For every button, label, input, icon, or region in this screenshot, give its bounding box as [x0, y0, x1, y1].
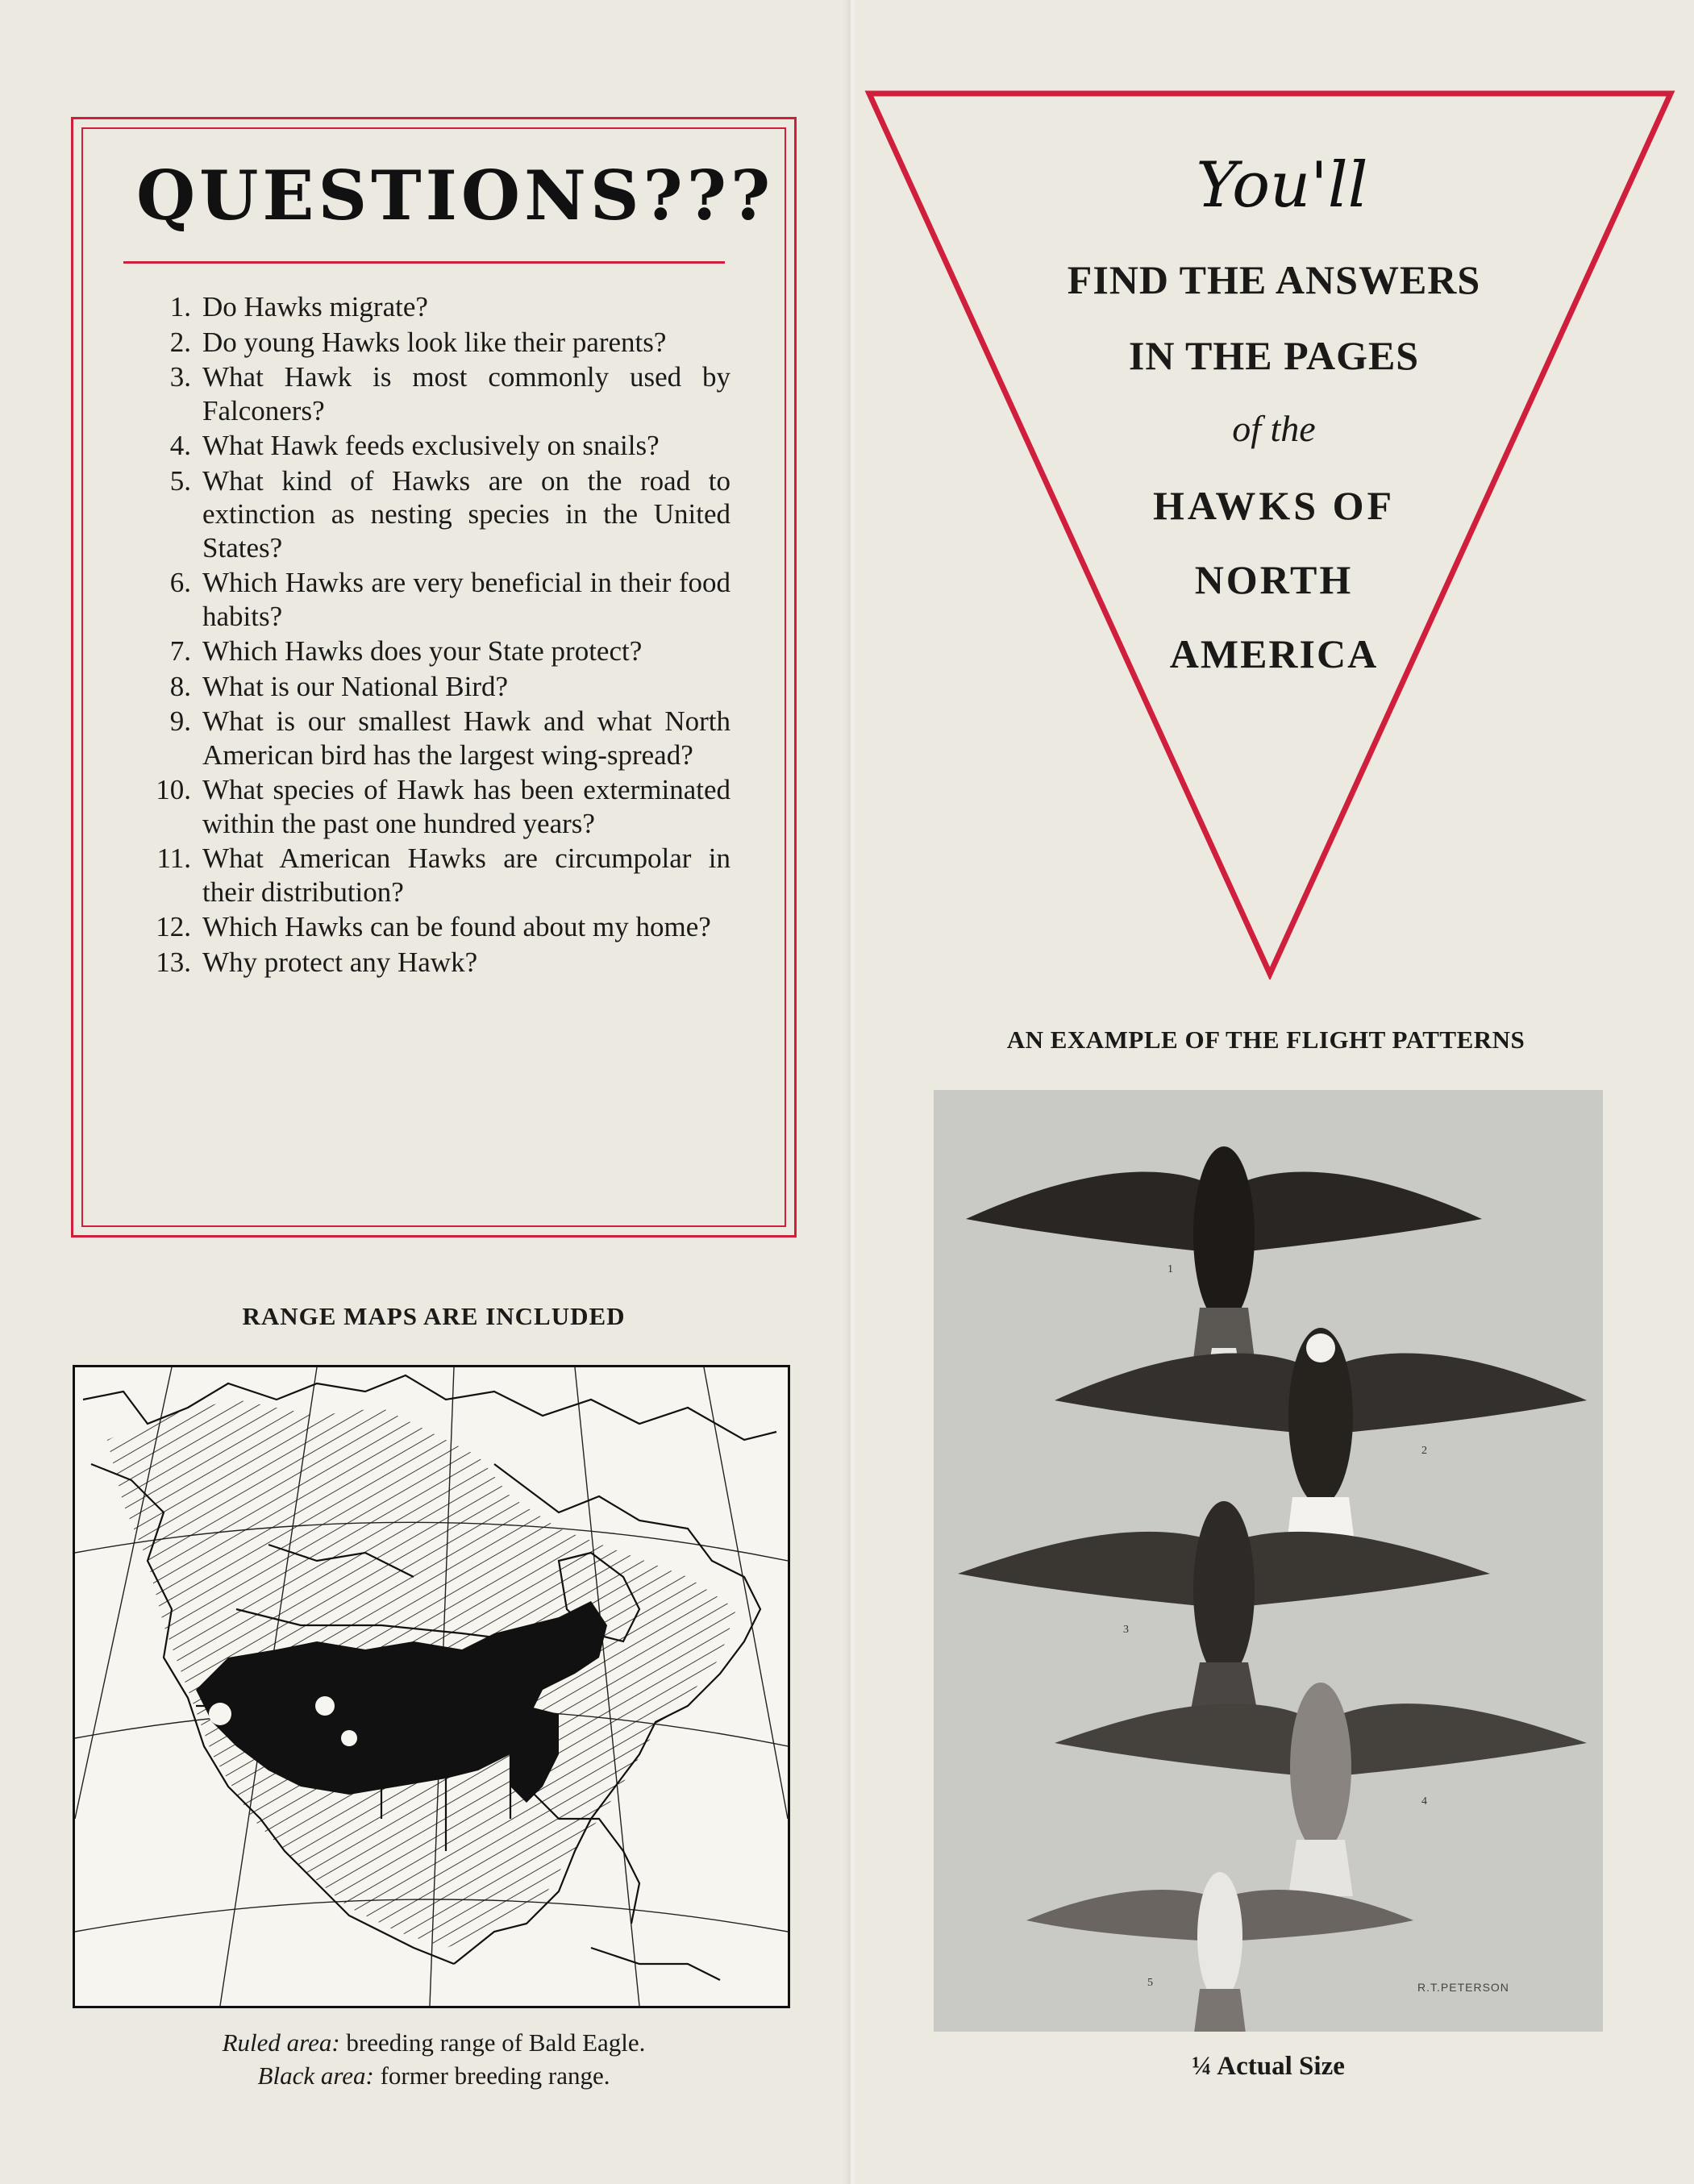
hawk-figure-4 — [1055, 1683, 1587, 1896]
question-item — [130, 842, 730, 909]
question-text: Do Hawks migrate? — [202, 291, 428, 322]
question-text: What Hawk feeds exclusively on snails? — [202, 430, 660, 461]
hawk-figure-1 — [966, 1146, 1482, 1372]
question-number: 13. — [156, 946, 191, 978]
map-caption-label-ruled: Ruled area: — [222, 2028, 340, 2057]
map-caption-text-black: former breeding range. — [373, 2061, 610, 2090]
question-text: What is our smallest Hawk and what North American bird has the largest wing-spread? — [202, 705, 730, 771]
question-number: 8. — [169, 670, 191, 702]
question-text: What is our National Bird? — [202, 670, 509, 702]
figure-number-label: 2 — [1421, 1445, 1427, 1457]
range-map-heading: RANGE MAPS ARE INCLUDED — [242, 1302, 626, 1330]
question-item — [130, 634, 730, 668]
question-item — [130, 705, 730, 772]
artist-signature: R.T.PETERSON — [1417, 1981, 1509, 1994]
question-item — [130, 566, 730, 633]
questions-rule — [123, 261, 725, 264]
map-caption-label-black: Black area: — [257, 2061, 374, 2090]
question-text: Which Hawks does your State protect? — [202, 635, 643, 667]
question-text: Which Hawks are very beneficial in their food habits? — [202, 567, 730, 632]
question-item — [130, 360, 730, 427]
question-item — [130, 326, 730, 360]
flight-patterns-plate — [934, 1090, 1603, 2032]
question-number: 11. — [156, 842, 191, 874]
question-item — [130, 773, 730, 840]
question-number: 3. — [169, 361, 191, 393]
question-number: 12. — [156, 911, 191, 942]
hawk-figure-3 — [958, 1501, 1490, 1727]
question-item — [130, 946, 730, 980]
plate-caption: ¼ Actual Size — [1192, 2052, 1345, 2081]
question-number: 7. — [169, 635, 191, 667]
map-caption-line-2 — [71, 2059, 797, 2092]
question-item — [130, 910, 730, 944]
red-triangle — [863, 89, 1677, 980]
question-text: What American Hawks are circumpolar in their distribution? — [202, 842, 730, 908]
question-number: 10. — [156, 774, 191, 805]
question-text: What kind of Hawks are on the road to extinction as nesting species in the United States? — [202, 464, 730, 564]
question-item — [130, 429, 730, 463]
hawk-figure-2 — [1055, 1328, 1587, 1562]
figure-number-label: 3 — [1123, 1624, 1129, 1636]
promo-line-of-the: of the — [1232, 408, 1316, 449]
question-text: What species of Hawk has been exterminated within the past one hundred years? — [202, 774, 730, 839]
promo-line-find-answers: FIND THE ANSWERS — [1067, 257, 1481, 302]
hawk-figure-5 — [1026, 1872, 1413, 2032]
figure-number-label: 5 — [1147, 1977, 1153, 1989]
hawk-silhouettes — [934, 1090, 1603, 2032]
promo-line-america: AMERICA — [1169, 631, 1379, 676]
question-number: 9. — [169, 705, 191, 737]
question-item — [130, 670, 730, 704]
figure-number-label: 4 — [1421, 1795, 1427, 1808]
question-text: What Hawk is most commonly used by Falconers? — [202, 361, 730, 426]
map-caption-line-1 — [71, 2026, 797, 2059]
range-map-drawing — [75, 1367, 788, 2006]
question-number: 4. — [169, 430, 191, 461]
promo-line-in-pages: IN THE PAGES — [1128, 333, 1420, 378]
question-item — [130, 290, 730, 324]
question-text: Why protect any Hawk? — [202, 946, 478, 978]
range-map — [73, 1365, 790, 2008]
map-caption-text-ruled: breeding range of Bald Eagle. — [339, 2028, 646, 2057]
questions-list — [130, 290, 730, 980]
questions-title: QUESTIONS??? — [136, 156, 775, 235]
question-number: 5. — [169, 464, 191, 497]
figure-number-label: 1 — [1167, 1263, 1173, 1275]
question-number: 6. — [169, 567, 191, 598]
center-fold — [843, 0, 858, 2184]
question-text: Do young Hawks look like their parents? — [202, 326, 667, 358]
question-number: 2. — [169, 326, 191, 358]
question-number: 1. — [169, 291, 191, 322]
promo-line-hawks-of: HAWKS OF — [1152, 483, 1396, 528]
question-item — [130, 464, 730, 565]
flight-patterns-heading: AN EXAMPLE OF THE FLIGHT PATTERNS — [1006, 1025, 1525, 1054]
promo-line-north: NORTH — [1194, 557, 1354, 602]
questions-box — [71, 117, 797, 1238]
question-text: Which Hawks can be found about my home? — [202, 911, 711, 942]
promo-script-youll: You'll — [1196, 149, 1368, 222]
